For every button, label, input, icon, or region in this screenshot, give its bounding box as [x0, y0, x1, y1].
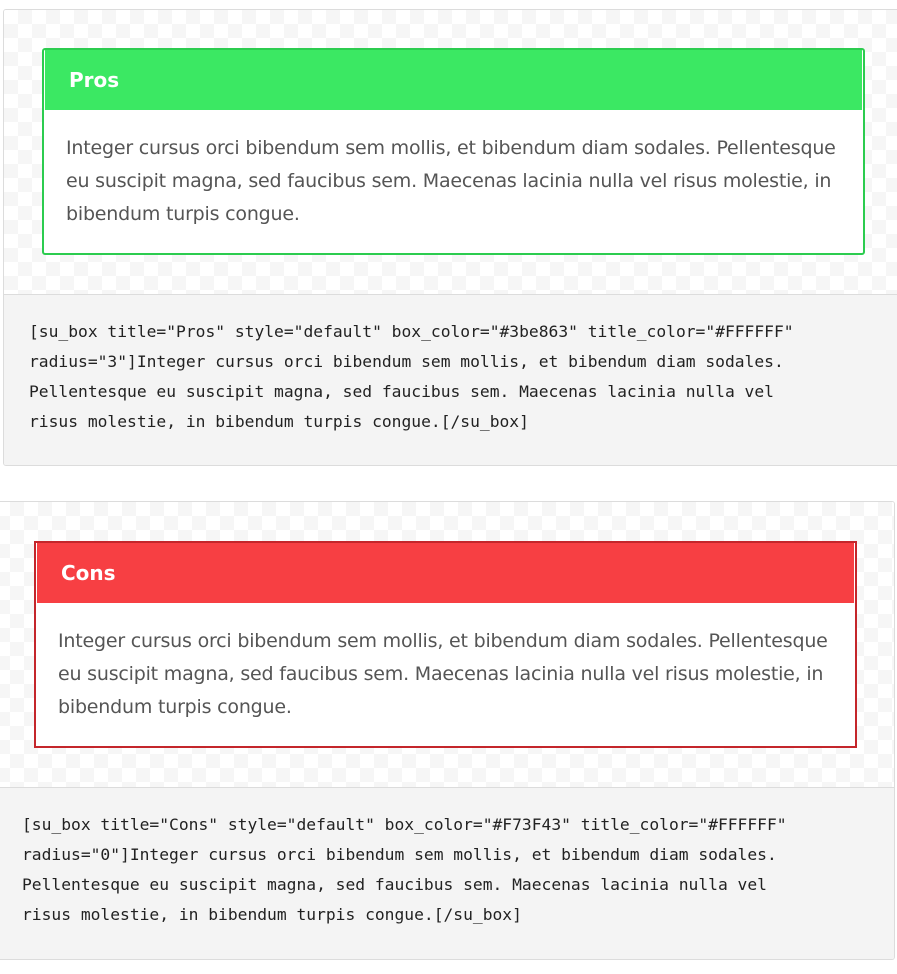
cons-box [34, 541, 857, 748]
example-pros [3, 9, 897, 466]
code-line: [su_box title="Cons" style="default" box_color="#F73F43" title_color="#FFFFFF" [22, 815, 787, 834]
shortcode-block[interactable] [0, 788, 894, 959]
code-line: Pellentesque eu suscipit magna, sed faucibus sem. Maecenas lacinia nulla vel [29, 382, 774, 401]
example-cons [0, 501, 895, 960]
preview-area [4, 10, 897, 295]
code-line: radius="3"]Integer cursus orci bibendum sem mollis, et bibendum diam sodales. [29, 352, 784, 371]
preview-area [0, 502, 894, 788]
code-line: risus molestie, in bibendum turpis congue.[/su_box] [22, 905, 522, 924]
shortcode-block[interactable] [4, 295, 897, 465]
code-line: risus molestie, in bibendum turpis congue.[/su_box] [29, 412, 529, 431]
code-line: radius="0"]Integer cursus orci bibendum sem mollis, et bibendum diam sodales. [22, 845, 777, 864]
box-content: Integer cursus orci bibendum sem mollis, et bibendum diam sodales. Pellentesque eu suscipit magna, sed faucibus sem. Maecenas lacinia nulla vel risus molestie, in bibendum turpis congue. [66, 137, 836, 225]
code-line: [su_box title="Pros" style="default" box_color="#3be863" title_color="#FFFFFF" [29, 322, 794, 341]
box-content: Integer cursus orci bibendum sem mollis, et bibendum diam sodales. Pellentesque eu suscipit magna, sed faucibus sem. Maecenas lacinia nulla vel risus molestie, in bibendum turpis congue. [58, 630, 828, 718]
code-line: Pellentesque eu suscipit magna, sed faucibus sem. Maecenas lacinia nulla vel [22, 875, 767, 894]
pros-box [42, 48, 865, 255]
box-title: Cons [37, 543, 854, 603]
box-title: Pros [45, 50, 862, 110]
